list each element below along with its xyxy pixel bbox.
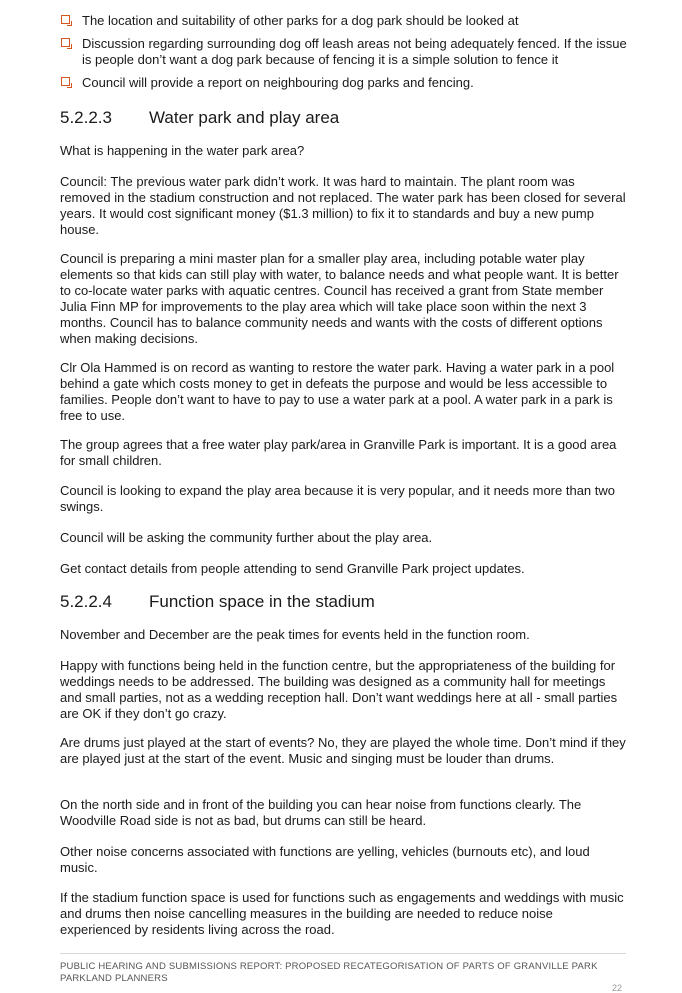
footer-report-title: PUBLIC HEARING AND SUBMISSIONS REPORT: PROPOSED RECATEGORISATION OF PARTS OF GRANVILLE PARK — [60, 961, 598, 972]
bullet-list — [60, 13, 630, 98]
paragraph: Are drums just played at the start of events? No, they are played the whole time. Don’t mind if they are played just at the start of the event. Music and singing must be louder than drums. — [60, 735, 626, 766]
footer-divider — [60, 953, 626, 954]
section-heading-water-park — [60, 108, 339, 128]
checkbox-bullet-icon — [61, 38, 70, 47]
page-footer — [60, 961, 598, 985]
paragraph: Council: The previous water park didn’t work. It was hard to maintain. The plant room was removed in the stadium construction and not replaced. The water park has been closed for several years. It would cost significant money ($1.3 million) to fix it to standards and buy a new pump house. — [60, 174, 626, 237]
bullet-text: The location and suitability of other parks for a dog park should be looked at — [82, 13, 519, 28]
checkbox-bullet-icon — [61, 15, 70, 24]
paragraph: The group agrees that a free water play park/area in Granville Park is important. It is a good area for small children. — [60, 437, 617, 468]
paragraph: Council is preparing a mini master plan for a smaller play area, including potable water play elements so that kids can still play with water, to balance needs and what people want. It is better to co-locate water parks with aquatic centres. Council has received a grant from State member Julia Finn MP for improvements to the play area which will take place soon within the next 3 months. Council has to balance community needs and wants with the costs of different options when making decisions. — [60, 251, 619, 346]
section-number: 5.2.2.3 — [60, 108, 112, 127]
list-item — [60, 36, 630, 68]
paragraph: Clr Ola Hammed is on record as wanting to restore the water park. Having a water park in a pool behind a gate which costs money to get in defeats the purpose and would be less accessible to families. People don’t want to have to pay to use a water park at a pool. A water park in a park is free to use. — [60, 360, 615, 423]
paragraph: Get contact details from people attending to send Granville Park project updates. — [60, 561, 525, 576]
bullet-text: Council will provide a report on neighbouring dog parks and fencing. — [82, 75, 474, 90]
section-number: 5.2.2.4 — [60, 592, 112, 611]
section-title: Water park and play area — [149, 108, 340, 127]
section-heading-function-space — [60, 592, 375, 612]
page-number: 22 — [612, 983, 623, 993]
paragraph: What is happening in the water park area? — [60, 143, 305, 158]
checkbox-bullet-icon — [61, 77, 70, 86]
footer-author: PARKLAND PLANNERS — [60, 973, 168, 984]
paragraph: Happy with functions being held in the function centre, but the appropriateness of the building for weddings needs to be addressed. The building was designed as a community hall for meetings and small parties, not as a wedding reception hall. Don’t want weddings here at all - small parties are OK if they don’t go crazy. — [60, 658, 618, 721]
paragraph: On the north side and in front of the building you can hear noise from functions clearly. The Woodville Road side is not as bad, but drums can still be heard. — [60, 797, 582, 828]
list-item — [60, 75, 630, 91]
paragraph: Other noise concerns associated with functions are yelling, vehicles (burnouts etc), and loud music. — [60, 844, 590, 875]
paragraph: If the stadium function space is used for functions such as engagements and weddings with music and drums then noise cancelling measures in the building are needed to reduce noise experienced by residents living across the road. — [60, 890, 624, 937]
list-item — [60, 13, 630, 29]
paragraph: Council will be asking the community further about the play area. — [60, 530, 433, 545]
paragraph: November and December are the peak times for events held in the function room. — [60, 627, 530, 642]
bullet-text: Discussion regarding surrounding dog off leash areas not being adequately fenced. If the issue is people don’t want a dog park because of fencing it is a simple solution to fence it — [82, 36, 627, 67]
section-title: Function space in the stadium — [149, 592, 375, 611]
paragraph: Council is looking to expand the play area because it is very popular, and it needs more than two swings. — [60, 483, 616, 514]
